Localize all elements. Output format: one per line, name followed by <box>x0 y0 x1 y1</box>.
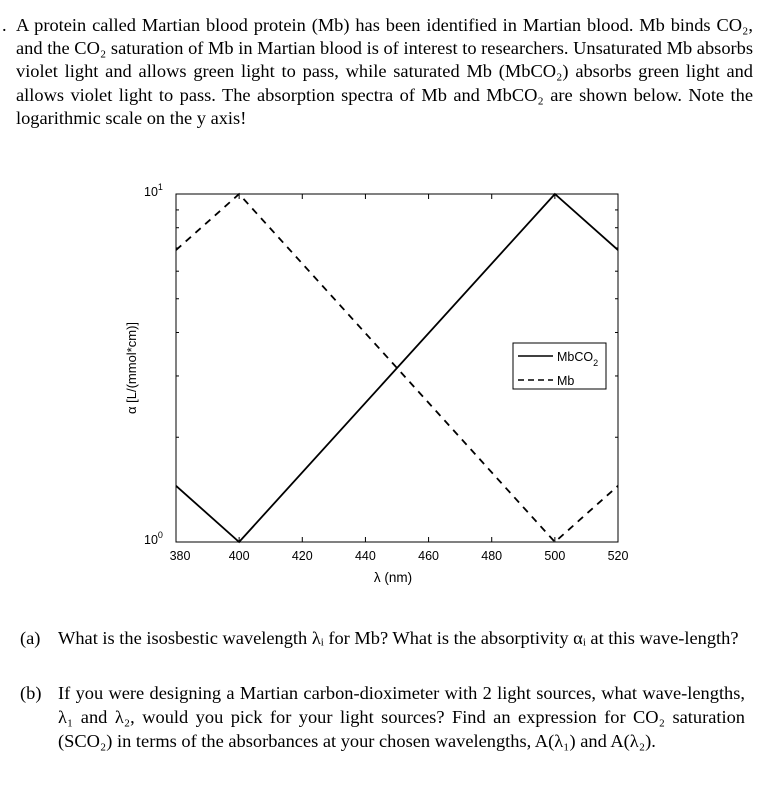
intro-text: A protein called Martian blood protein (Mb) has been identified in Martian blood. Mb binds CO₂, and the CO₂ saturation of Mb in Martian blood is of interest to researchers. Unsaturated Mb absorbs violet light and allows green light to pass, while saturated Mb (MbCO₂) absorbs green light and allows violet light to pass. The absorption spectra of Mb and MbCO₂ are shown below. Note the logarithmic scale on the y axis! <box>16 15 753 128</box>
legend-label-mb: Mb <box>557 374 575 388</box>
x-tick-label: 440 <box>354 549 376 563</box>
x-axis-label: λ (nm) <box>373 570 413 585</box>
question-a <box>20 626 745 650</box>
x-tick-label: 380 <box>169 549 191 563</box>
question-a-label: (a) <box>20 628 41 648</box>
intro-bullet: . <box>2 15 7 35</box>
y-tick-label: $10^0$ <box>144 530 163 547</box>
question-b <box>20 681 745 753</box>
x-tick-label: 500 <box>544 549 566 563</box>
question-b-text: If you were designing a Martian carbon-dioximeter with 2 light sources, what wave-lengths, λ₁ and λ₂, would you pick for your light sources? Find an expression for CO₂ saturation (SCO₂) in terms of the absorbances at your chosen wavelengths, A(λ₁) and A(λ₂). <box>58 683 745 751</box>
question-b-label: (b) <box>20 683 42 703</box>
y-tick-label: $10^1$ <box>144 182 163 199</box>
legend <box>513 343 606 389</box>
x-tick-label: 460 <box>418 549 440 563</box>
x-tick-label: 520 <box>607 549 629 563</box>
question-a-text: What is the isosbestic wavelength λᵢ for Mb? What is the absorptivity αᵢ at this wave-length? <box>58 628 739 648</box>
x-tick-label: 400 <box>228 549 250 563</box>
x-tick-label: 420 <box>291 549 313 563</box>
y-axis-label: α [L/(mmol*cm)] <box>124 321 139 415</box>
x-tick-label: 480 <box>481 549 503 563</box>
legend-label-mbco2: MbCO$_2$ <box>557 350 599 368</box>
